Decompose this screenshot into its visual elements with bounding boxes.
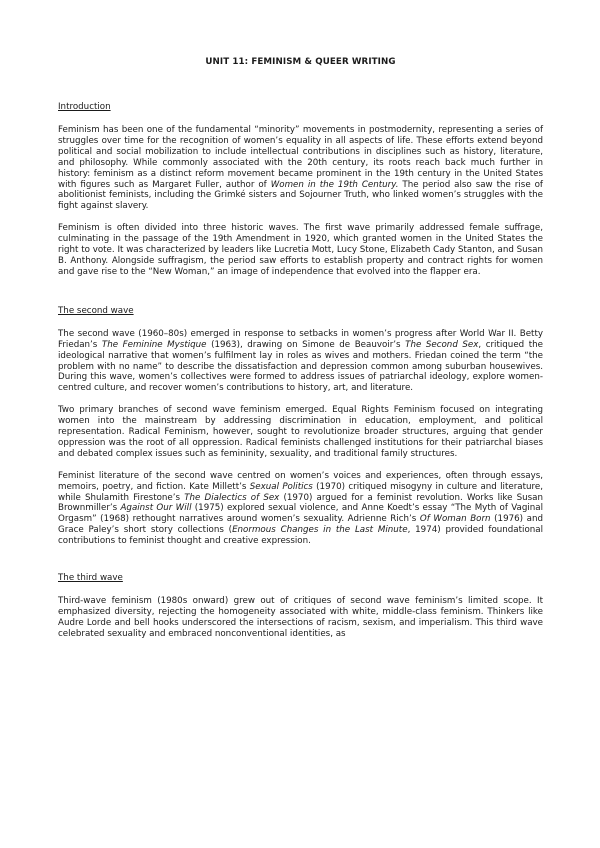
text-run: (1970) argued for a feminist revolution. Works like Susan Brownmiller’s [58, 492, 543, 514]
text-run: (1970) critiqued misogyny in culture and literature, while Shulamith Firestone’s [58, 481, 544, 503]
italic-title: Women in the 19th Century. [270, 179, 399, 190]
italic-title: Sexual Politics [249, 481, 313, 492]
paragraph [58, 125, 543, 212]
text-run: Third-wave feminism (1980s onward) grew out of critiques of second wave feminism’s limited scope. It emphasized diversity, rejecting the homogeneity associated with white, middle-class feminism. Thinkers like Audre Lorde and bell hooks underscored the intersections of racism, sexism, and imperialism. This third wave celebrated sexuality and embraced nonconventional identities, as [58, 596, 543, 639]
text-run: (1975) explored sexual violence, and Anne Koedt’s essay “The Myth of Vaginal Orgasm” (1968) rethought narratives around women’s sexuality. Adrienne Rich’s [58, 503, 543, 525]
italic-title: Of Woman Born [419, 514, 491, 525]
text-run: Two primary branches of second wave feminism emerged. Equal Rights Feminism focused on integrating women into the mainstream by addressing discrimination in education, employment, and political representation. Radical Feminism, however, sought to revolutionize broader structures, arguing that gender oppression was the root of all oppression. Radical feminists challenged institutions for their patriarchal biases and debated complex issues such as femininity, sexuality, and traditional family structures. [58, 405, 543, 459]
paragraph [58, 405, 543, 460]
italic-title: The Feminine Mystique [101, 339, 207, 350]
italic-title: Against Our Will [120, 503, 192, 514]
section-heading: The second wave [58, 305, 134, 316]
text-run: (1963), drawing on Simone de Beauvoir’s [206, 339, 406, 350]
section-second-wave [58, 306, 543, 547]
text-run: , critiqued the ideological narrative that women’s fulfilment lay in roles as wives and mothers. Friedan coined the term “the problem with no name” to describe the dissatisfaction and depression common among suburban housewives. During this wave, women’s collectives were formed to address issues of patriarchal ideology, explore women-centred culture, and recover women’s contributions to history, art, and literature. [58, 339, 543, 394]
text-run: Feminism has been one of the fundamental “minority” movements in postmodernity, representing a series of struggles over time for the recognition of women’s equality in all aspects of life. These efforts extend beyond political and social mobilization to include intellectual contributions in disciplines such as history, literature, and philosophy. While commonly associated with the 20th century, its roots reach back much further in history: feminism as a distinct reform movement became prominent in the 19th century in the United States with figures such as Margaret Fuller, author of [58, 125, 543, 190]
text-run: Feminist literature of the second wave centred on women’s voices and experiences, often through essays, memoirs, poetry, and fiction. Kate Millett’s [58, 470, 543, 492]
italic-title: The Dialectics of Sex [184, 492, 280, 503]
section-third-wave [58, 573, 543, 640]
page-title: UNIT 11: FEMINISM & QUEER WRITING [205, 57, 396, 67]
section-introduction [58, 102, 543, 278]
section-heading: The third wave [58, 573, 123, 584]
section-heading: Introduction [58, 102, 111, 112]
text-run: Feminism is often divided into three historic waves. The first wave primarily addressed female suffrage, culminating in the passage of the 19th Amendment in 1920, which granted women in the United States the right to vote. It was characterized by leaders like Lucretia Mott, Lucy Stone, Elizabeth Cady Stanton, and Susan B. Anthony. Alongside suffragism, the period saw efforts to establish property and contract rights for women and gave rise to the “New Woman,” an image of independence that evolved into the flapper era. [58, 223, 543, 277]
document-body [58, 102, 543, 640]
text-run: , 1974) provided foundational contributions to feminist thought and creative expression. [58, 525, 543, 547]
text-run: (1976) and Grace Paley’s short story collections ( [58, 514, 543, 536]
italic-title: Enormous Changes in the Last Minute [232, 525, 408, 536]
paragraph [58, 471, 543, 547]
paragraph [58, 329, 543, 394]
text-run: The second wave (1960–80s) emerged in response to setbacks in women’s progress after World War II. Betty Friedan’s [58, 328, 543, 350]
paragraph [58, 596, 543, 640]
text-run: The period also saw the rise of abolitionist feminists, including the Grimké sisters and Sojourner Truth, who linked women’s struggles with the fight against slavery. [58, 179, 543, 212]
italic-title: The Second Sex [405, 339, 479, 350]
paragraph [58, 223, 543, 278]
